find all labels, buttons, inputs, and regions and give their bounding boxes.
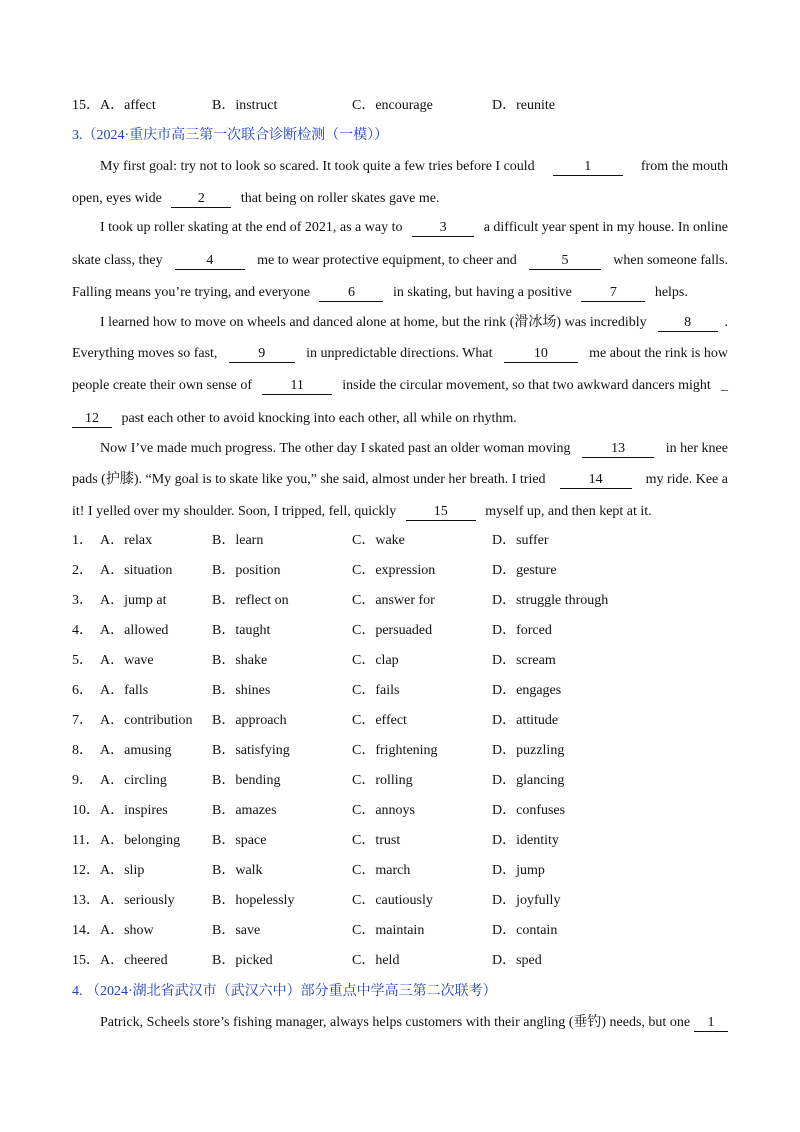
option-row [0,651,800,671]
blank-1: 1 [553,158,623,176]
passage-line: I took up roller skating at the end of 2021, as a way to 3 a difficult year spent in my house. In online [100,220,728,235]
option-row [0,831,800,851]
option-c: C．trust [352,833,401,848]
option-b: B．space [212,833,267,848]
option-row [0,561,800,581]
blank-6: 6 [319,284,383,302]
option-a: A．relax [100,533,153,548]
option-d: D．glancing [492,773,565,788]
option-c: C．maintain [352,923,425,938]
option-row [0,621,800,641]
option-b: B．bending [212,773,281,788]
option-a: A．belonging [100,833,181,848]
option-c: C．encourage [352,98,433,113]
option-b: B．reflect on [212,593,289,608]
option-row [0,771,800,791]
option-number: 2． [72,563,93,578]
option-d: D．reunite [492,98,555,113]
option-a: A．show [100,923,154,938]
passage-line: Now I’ve made much progress. The other day I skated past an older woman moving 13 in her knee [100,441,728,456]
option-a: A．slip [100,863,145,878]
option-d: D．attitude [492,713,559,728]
option-c: C．expression [352,563,436,578]
option-b: B．shines [212,683,271,698]
option-c: C．cautiously [352,893,433,908]
question-4-heading: 4. （2024·湖北省武汉市（武汉六中）部分重点中学高三第二次联考） [72,984,497,999]
blank-12: 12 [72,410,112,428]
option-c: C．answer for [352,593,435,608]
option-c: C．rolling [352,773,413,788]
option-number: 14． [72,923,100,938]
option-d: D．scream [492,653,556,668]
option-row [0,711,800,731]
option-number: 9． [72,773,93,788]
option-row [0,921,800,941]
blank-15: 15 [406,503,476,521]
option-number: 6． [72,683,93,698]
blank-8: 8 [658,314,718,332]
option-number: 4． [72,623,93,638]
passage-line: Everything moves so fast, 9 in unpredictable directions. What 10 me about the rink is how [72,346,728,361]
option-c: C．wake [352,533,405,548]
passage-line: Patrick, Scheels store’s fishing manager, always helps customers with their angling (垂钓) needs, but one 1 [100,1013,728,1033]
option-row [0,681,800,701]
option-number: 8． [72,743,93,758]
option-number: 10． [72,803,100,818]
passage-line: My first goal: try not to look so scared. It took quite a few tries before I could 1 from the mouth [100,159,728,174]
passage-line: people create their own sense of 11 inside the circular movement, so that two awkward dancers might _ [72,378,728,393]
option-c: C．fails [352,683,400,698]
blank-11: 11 [262,377,332,395]
option-c: C．march [352,863,411,878]
option-b: B．save [212,923,261,938]
blank-13: 13 [582,440,654,458]
option-row [0,741,800,761]
option-a: A．contribution [100,713,193,728]
option-d: D．contain [492,923,558,938]
passage-line: 12 past each other to avoid knocking into each other, all while on rhythm. [72,409,728,429]
option-a: A．situation [100,563,173,578]
option-row [0,861,800,881]
blank-2: 2 [171,190,231,208]
option-b: B．approach [212,713,287,728]
option-number: 3． [72,593,93,608]
passage-line: I learned how to move on wheels and danced alone at home, but the rink (滑冰场) was incredibly 8 . [100,315,728,330]
prev-option-row [0,96,800,116]
option-a: A．cheered [100,953,168,968]
option-row [0,531,800,551]
option-c: C．frightening [352,743,438,758]
option-a: A．falls [100,683,149,698]
blank-3: 3 [412,219,474,237]
option-a: A．amusing [100,743,172,758]
option-c: C．annoys [352,803,415,818]
passage-line: open, eyes wide 2 that being on roller skates gave me. [72,191,440,206]
option-c: C．effect [352,713,407,728]
option-a: A．affect [100,98,156,113]
option-number: 5． [72,653,93,668]
option-b: B．taught [212,623,271,638]
option-row [0,891,800,911]
blank-10: 10 [504,345,578,363]
option-d: D．joyfully [492,893,561,908]
passage-line: it! I yelled over my shoulder. Soon, I tripped, fell, quickly 15 myself up, and then kept at it. [72,504,652,519]
option-d: D．confuses [492,803,566,818]
option-row [0,801,800,821]
option-d: D．forced [492,623,552,638]
option-a: A．circling [100,773,167,788]
option-a: A．inspires [100,803,168,818]
option-number: 11． [72,833,100,848]
option-b: B．walk [212,863,263,878]
option-c: C．clap [352,653,399,668]
option-b: B．learn [212,533,264,548]
option-d: D．suffer [492,533,549,548]
option-b: B．hopelessly [212,893,295,908]
option-row [0,951,800,971]
option-d: D．engages [492,683,562,698]
option-b: B．position [212,563,281,578]
option-d: D．jump [492,863,545,878]
blank-4: 4 [175,252,245,270]
option-b: B．amazes [212,803,277,818]
passage-line: Falling means you’re trying, and everyone 6 in skating, but having a positive 7 helps. [72,285,688,300]
option-a: A．jump at [100,593,167,608]
option-c: C．held [352,953,400,968]
option-d: D．puzzling [492,743,565,758]
option-c: C．persuaded [352,623,433,638]
option-d: D．sped [492,953,542,968]
option-d: D．struggle through [492,593,609,608]
option-row [0,591,800,611]
blank-14: 14 [560,471,632,489]
passage-line: skate class, they 4 me to wear protective equipment, to cheer and 5 when someone falls. [72,253,728,268]
passage-line: pads (护膝). “My goal is to skate like you,” she said, almost under her breath. I tried 14 my ride. Kee a [72,472,728,487]
option-b: B．shake [212,653,268,668]
option-a: A．seriously [100,893,175,908]
blank-9: 9 [229,345,295,363]
option-d: D．identity [492,833,559,848]
blank-7: 7 [581,284,645,302]
option-number: 13． [72,893,100,908]
option-b: B．picked [212,953,273,968]
option-number: 7． [72,713,93,728]
option-a: A．wave [100,653,154,668]
question-3-heading: 3.（2024·重庆市高三第一次联合诊断检测（一模）） [72,128,389,143]
option-number: 15． [72,98,100,113]
option-d: D．gesture [492,563,557,578]
option-a: A．allowed [100,623,169,638]
option-b: B．instruct [212,98,278,113]
option-number: 1． [72,533,93,548]
option-b: B．satisfying [212,743,290,758]
blank-5: 5 [529,252,601,270]
option-number: 15． [72,953,100,968]
option-number: 12． [72,863,100,878]
blank-1: 1 [694,1014,728,1032]
